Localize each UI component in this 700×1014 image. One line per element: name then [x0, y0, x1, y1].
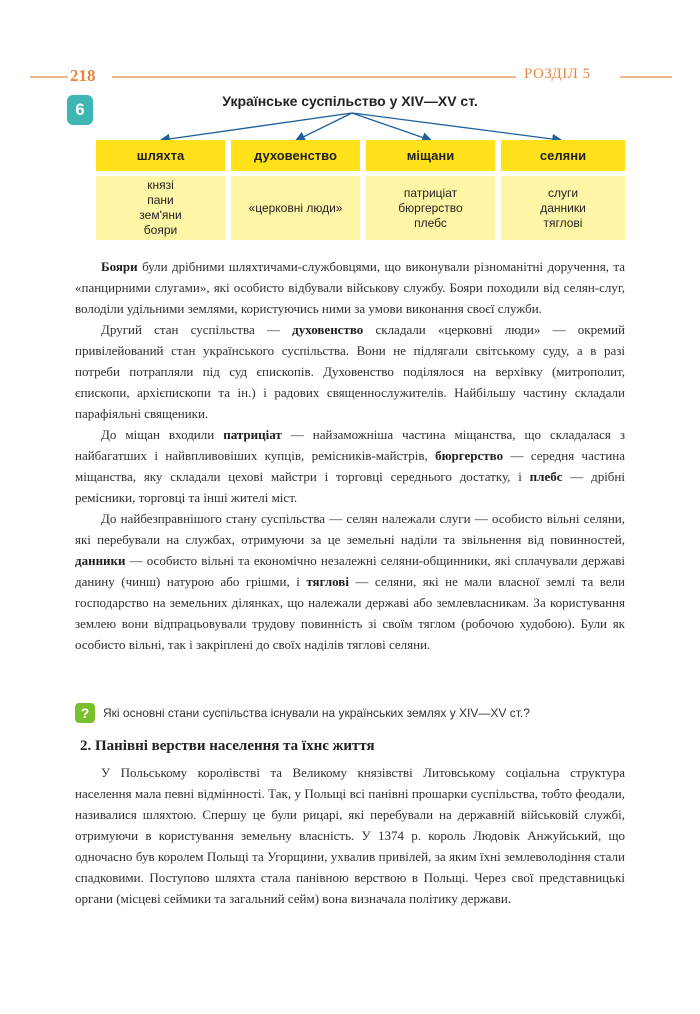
diagram-item: бояри [143, 223, 178, 237]
paragraph-boyars [75, 256, 625, 319]
section-label: РОЗДІЛ 5 [524, 66, 591, 82]
paragraph-poland: У Польському королівстві та Великому князівстві Литовському соціальна структура населення мала певні відмінності. Так, у Польщі всі панівні прошарки суспільства, тобто феодали, називалися шляхтою. Спершу це були рицарі, які перебували на державній військовій службі, отримуючи в користування земельну власність. У 1374 р. король Людовік Анжуйський, що одночасно був королем Польщі та Угорщини, ухвалив привілей, за яким їхні землеволодіння стали спадковими. Поступово шляхта стала панівною верствою в Польщі. Через свої представницькі органи (місцеві сеймики та загальний сейм) вона визначала політику держави. [75, 765, 625, 906]
diagram-body-peasants [501, 176, 625, 240]
diagram-head-clergy: духовенство [231, 140, 360, 171]
term-burghership: бюргерство [435, 448, 504, 463]
diagram-item: патриціат [403, 185, 458, 200]
diagram-title: Українське суспільство у XIV—XV ст. [222, 93, 478, 109]
diagram-head-burghers: міщани [366, 140, 495, 171]
diagram-item: тяглові [543, 215, 583, 230]
diagram-body-szlachta [96, 176, 225, 240]
page-number: 218 [70, 66, 96, 85]
arrow-to-burghers [352, 113, 430, 140]
term-boyars: Бояри [101, 259, 138, 274]
paragraph-burghers [75, 424, 625, 508]
paragraph-peasants [75, 508, 625, 655]
section2-text [75, 762, 625, 909]
paragraph-text: До найбезправнішого стану суспільства — селян належали слуги — особисто вільні селяни, які перебували на службах, отримуючи за це земельні наділи та звільнення від повинностей, [75, 511, 625, 547]
question-icon: ? [75, 703, 95, 723]
diagram-item: слуги [547, 185, 579, 200]
term-patriciate: патриціат [223, 427, 282, 442]
term-plebs: плебс [529, 469, 563, 484]
diagram-item: плебс [414, 215, 447, 230]
diagram-body-clergy [231, 176, 360, 240]
diagram-body-burghers [366, 176, 495, 240]
diagram-badge-icon: 6 [67, 95, 93, 125]
diagram-item: бюргерство [398, 200, 463, 215]
paragraph-text: До міщан входили [101, 427, 224, 442]
diagram-item: зем'яни [139, 208, 182, 222]
diagram-head-peasants: селяни [501, 140, 625, 171]
paragraph-text: — особисто вільні та економічно незалежні селяни-общинники, які сплачували державі данину (чинш) натурою або грішми, і [75, 553, 625, 589]
diagram-item: пани [147, 193, 174, 207]
diagram-item: данники [540, 200, 586, 215]
diagram-item: князі [147, 178, 174, 192]
section-heading: 2. Панівні верстви населення та їхнє життя [80, 738, 375, 754]
paragraph-text: — дрібні ремісники, торговці та інші жителі міст. [75, 469, 625, 505]
paragraph-text: складали «церковні люди» — окремий привілейований стан українського суспільства. Вони не підлягали світському суду, а в разі потреби потрапляли під суд єпископів. Духовенство поділялося на верхівку (митрополит, єпископи, архієпископи та ін.) і радових священнослужителів. Найбільшу частину складали парафіяльні священики. [75, 322, 626, 421]
review-question: Які основні стани суспільства існували на українських землях у XIV—XV ст.? [103, 706, 530, 720]
body-text [75, 256, 625, 655]
paragraph-text: — середня частина міщанства, яку складали цехові майстри і торговці середнього достатку, і [75, 448, 625, 484]
term-clergy: духовенство [292, 322, 364, 337]
paragraph-text: Другий стан суспільства — [101, 322, 293, 337]
diagram-item: «церковні люди» [248, 200, 343, 215]
paragraph-text: були дрібними шляхтичами-службовцями, що виконували різноманітні доручення, та «панцирними слугами», які особисто відбували військову службу. Бояри походили від селян-слуг, володіли удільними землями, користуючись ними за умови виконання своєї служби. [75, 259, 625, 316]
arrow-to-peasants [352, 113, 560, 140]
term-draft-peasants: тяглові [306, 574, 349, 589]
diagram-head-szlachta: шляхта [96, 140, 225, 171]
diagram-arrows [0, 0, 700, 150]
paragraph-text: — найзаможніша частина міщанства, що складалася з найбагатших і найвпливовіших купців, ремісників-майстрів, [75, 427, 625, 463]
paragraph-text: — селяни, які не мали власної землі та вели господарство на земельних ділянках, що належали державі або землевласникам. За користування землею вони відпрацьовували трудову повинність зі своїм тяглом (робочою худобою). Були як особисто вільні, так і закріплені до своїх наділів тяглові селяни. [75, 574, 625, 652]
paragraph-clergy [75, 319, 625, 424]
term-tributaries: данники [75, 553, 126, 568]
